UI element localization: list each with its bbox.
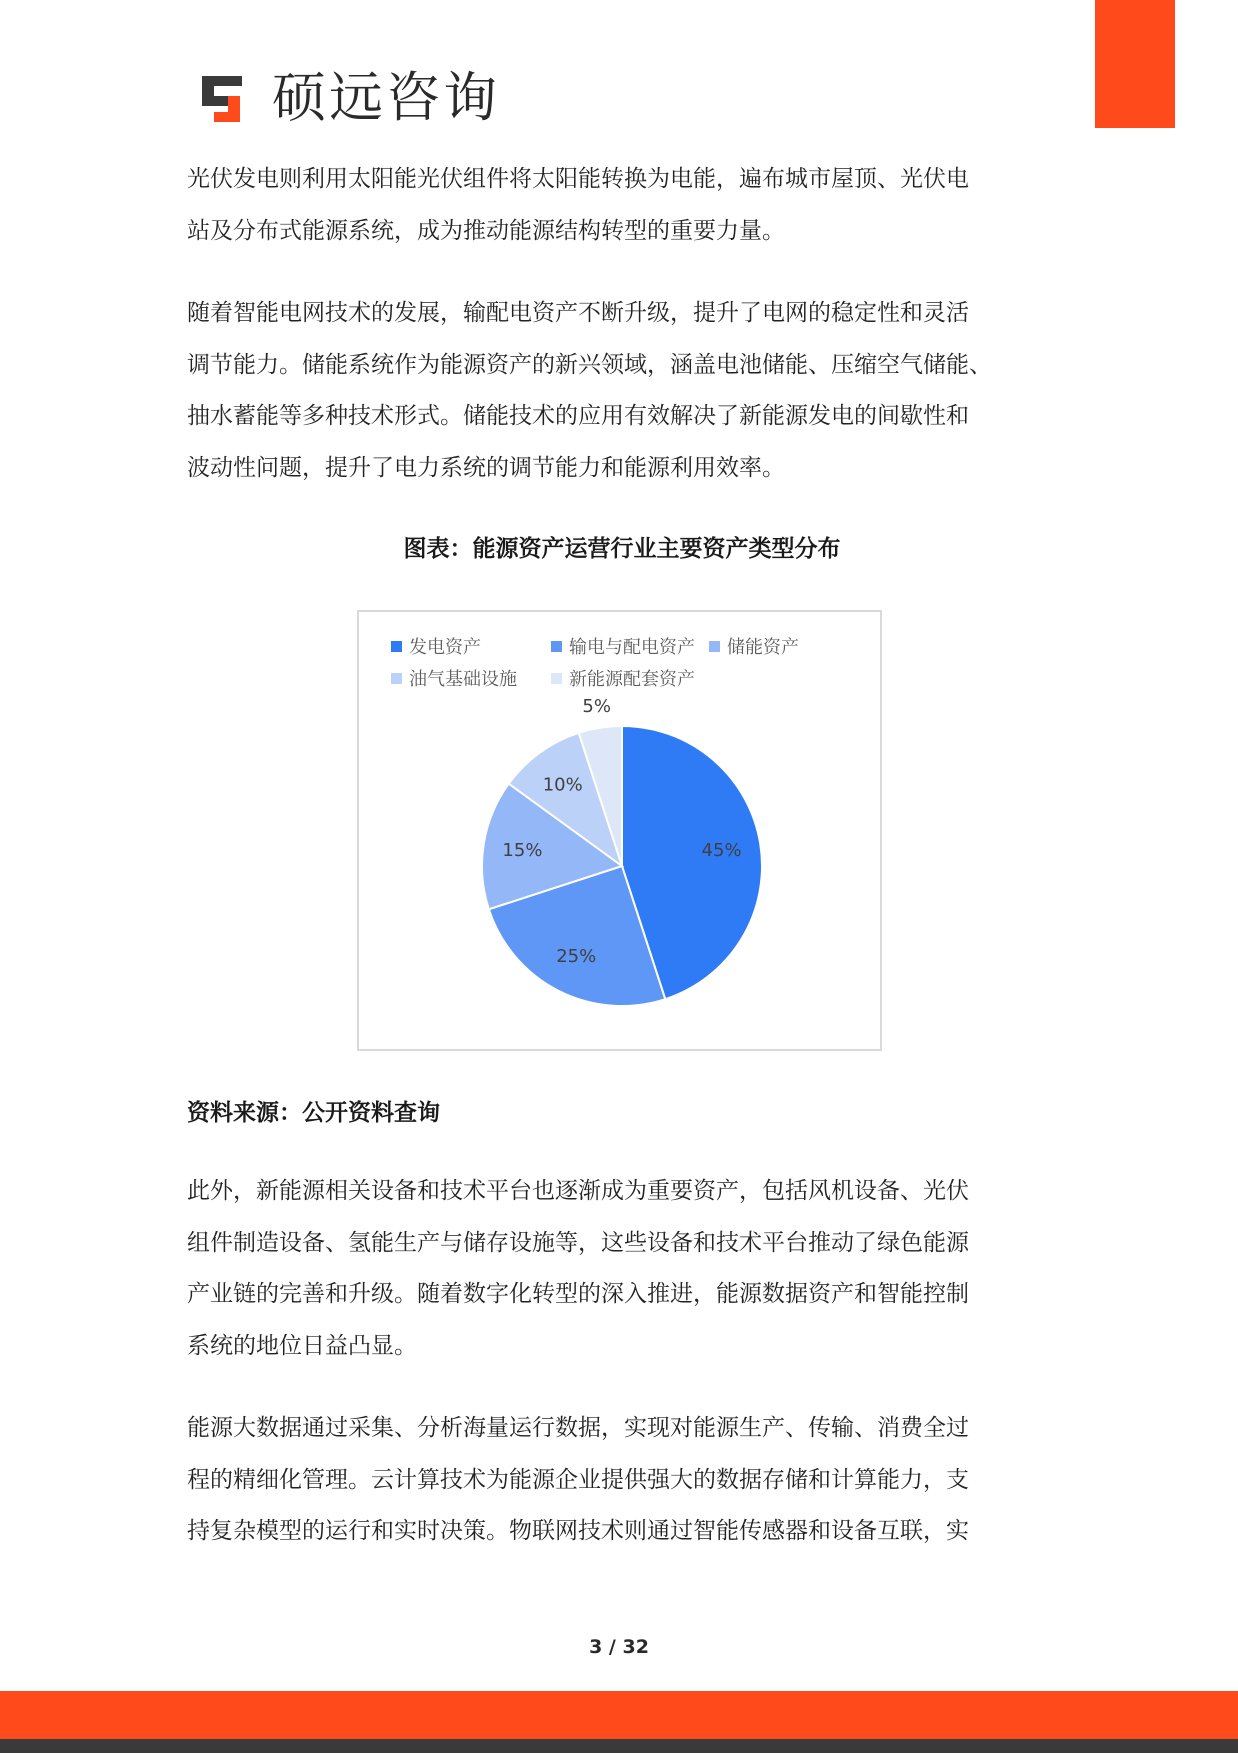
legend-item — [391, 665, 551, 691]
source-note: 资料来源：公开资料查询 — [187, 1100, 440, 1126]
text-line: 波动性问题，提升了电力系统的调节能力和能源利用效率。 — [187, 454, 785, 481]
pie-data-label: 5% — [582, 695, 611, 717]
legend-label: 新能源配套资产 — [569, 669, 695, 690]
chart-title: 图表：能源资产运营行业主要资产类型分布 — [403, 536, 841, 562]
legend-swatch — [391, 673, 402, 684]
text-line: 此外，新能源相关设备和技术平台也逐渐成为重要资产，包括风机设备、光伏 — [187, 1178, 969, 1204]
text-line: 调节能力。储能系统作为能源资产的新兴领域，涵盖电池储能、压缩空气储能、 — [187, 351, 992, 378]
text-line: 能源大数据通过采集、分析海量运行数据，实现对能源生产、传输、消费全过 — [187, 1415, 969, 1441]
corner-accent-tab — [1095, 0, 1175, 128]
legend-item — [551, 633, 709, 659]
brand-logo-icon — [200, 68, 260, 128]
legend-item — [391, 633, 551, 659]
paragraph-2 — [187, 288, 1057, 494]
pie-chart — [357, 610, 882, 1051]
text-line: 组件制造设备、氢能生产与储存设施等，这些设备和技术平台推动了绿色能源 — [187, 1229, 969, 1256]
text-line: 系统的地位日益凸显。 — [187, 1332, 417, 1359]
legend-label: 输电与配电资产 — [569, 637, 695, 658]
text-line: 站及分布式能源系统，成为推动能源结构转型的重要力量。 — [187, 217, 785, 244]
legend-swatch — [551, 641, 562, 652]
brand-logo — [200, 68, 500, 128]
legend-swatch — [709, 641, 720, 652]
text-line: 程的精细化管理。云计算技术为能源企业提供强大的数据存储和计算能力，支 — [187, 1466, 969, 1493]
chart-legend — [391, 630, 861, 694]
footer-dark-strip — [0, 1739, 1238, 1753]
legend-row — [391, 630, 861, 662]
pie-data-label: 10% — [542, 774, 583, 796]
pie-data-label: 25% — [556, 945, 597, 967]
text-line: 抽水蓄能等多种技术形式。储能技术的应用有效解决了新能源发电的间歇性和 — [187, 403, 969, 429]
paragraph-3 — [187, 1166, 1057, 1372]
legend-row — [391, 662, 861, 694]
pie-data-label: 15% — [502, 840, 543, 862]
legend-item — [551, 665, 695, 691]
footer-accent-bar — [0, 1691, 1238, 1739]
legend-item — [709, 633, 799, 659]
legend-label: 发电资产 — [409, 637, 481, 658]
legend-swatch — [391, 641, 402, 652]
page-number: 3 / 32 — [589, 1636, 649, 1658]
text-line: 光伏发电则利用太阳能光伏组件将太阳能转换为电能，遍布城市屋顶、光伏电 — [187, 166, 969, 192]
text-line: 产业链的完善和升级。随着数字化转型的深入推进，能源数据资产和智能控制 — [187, 1281, 969, 1307]
text-line: 随着智能电网技术的发展，输配电资产不断升级，提升了电网的稳定性和灵活 — [187, 300, 969, 326]
brand-name: 硕远咨询 — [272, 66, 500, 129]
pie-data-label: 45% — [701, 840, 742, 862]
legend-label: 储能资产 — [727, 637, 799, 658]
legend-label: 油气基础设施 — [409, 669, 517, 690]
text-line: 持复杂模型的运行和实时决策。物联网技术则通过智能传感器和设备互联，实 — [187, 1518, 969, 1544]
paragraph-1 — [187, 154, 1057, 257]
paragraph-4 — [187, 1403, 1057, 1558]
legend-swatch — [551, 673, 562, 684]
